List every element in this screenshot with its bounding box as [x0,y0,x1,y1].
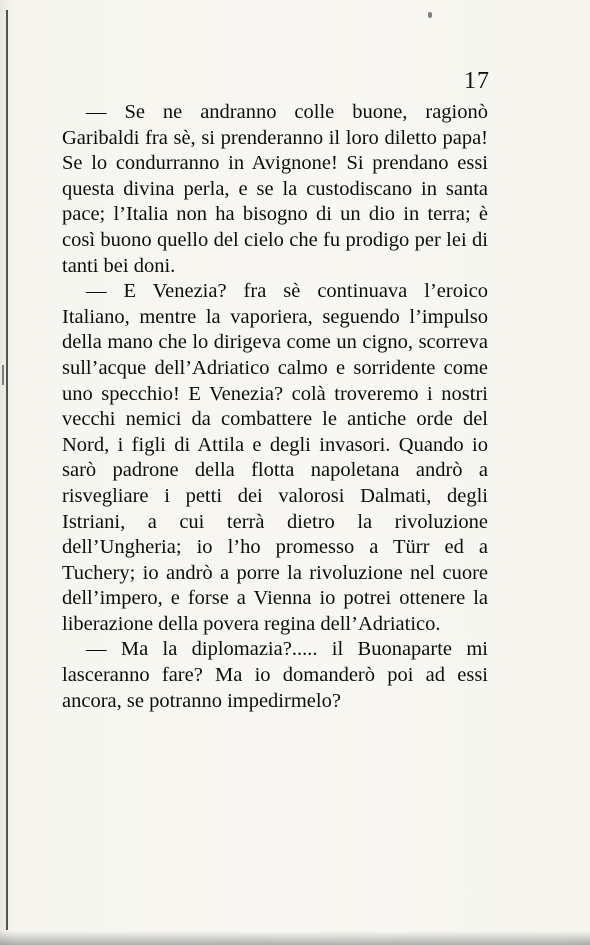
body-text [62,100,488,714]
page-bottom-edge [0,931,590,945]
paragraph-1: — Se ne andranno colle buone, ragionò Garibaldi fra sè, si prenderanno il loro diletto papa! Se lo condurranno in Avignone! Si prendano essi questa divina perla, e se la custodiscano in santa pace; l’Italia non ha bisogno di un dio in terra; è così buono quello del cielo che fu prodigo per lei di tanti bei doni. [62,101,488,277]
binding-mark [2,365,18,385]
paragraph-3: — Ma la diplomazia?..... il Buonaparte mi lasceranno fare? Ma io domanderò poi ad essi ancora, se potranno impedirmelo? [62,638,488,712]
paragraph-2: — E Venezia? fra sè continuava l’eroico Italiano, mentre la vaporiera, seguendo l’impulso della mano che lo dirigeva come un cigno, scorreva sull’acque dell’Adriatico calmo e sorridente come uno specchio! E Venezia? colà troveremo i nostri vecchi nemici da combattere le antiche orde del Nord, i figli di Attila e degli invasori. Quando io sarò padrone della flotta napoletana andrò a risvegliare i petti dei valorosi Dalmati, degli Istriani, a cui terrà dietro la rivoluzione dell’Ungheria; io l’ho promesso a Türr ed a Tuchery; io andrò a porre la rivoluzione nel cuore dell’impero, e forse a Vienna io potrei ottenere la liberazione della povera regina dell’Adriatico. [62,280,488,635]
ink-speck [428,12,432,18]
page-binding-edge [6,10,8,930]
page-number: 17 [464,68,490,94]
